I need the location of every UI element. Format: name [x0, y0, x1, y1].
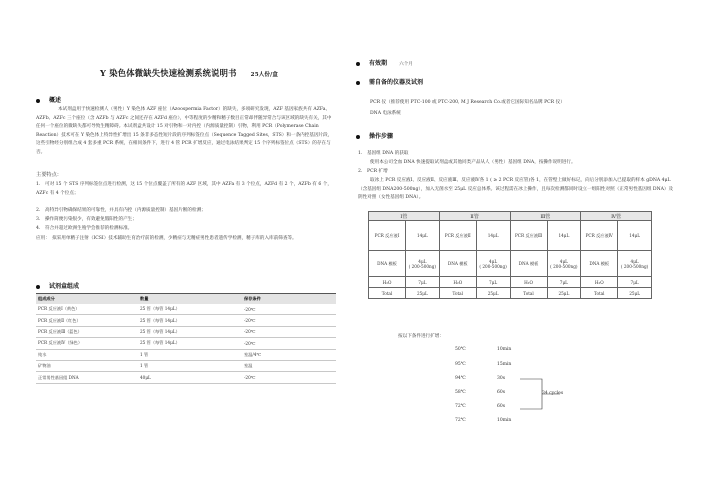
dna-amount: [476, 251, 510, 277]
step-2-title: 2. PCR 扩增: [358, 169, 388, 174]
dna-vol: 4μL: [630, 258, 639, 264]
kit-cell: PCR 反应液Ⅱ（红色）: [38, 317, 81, 323]
bullet-icon: [356, 135, 360, 139]
validity-heading-label: 有效期: [369, 60, 388, 67]
kit-col-component: 组成成分: [36, 294, 138, 305]
dna-amount: [547, 251, 581, 277]
dna-note: ( 200-500ng): [550, 263, 578, 269]
steps-heading: [356, 131, 393, 140]
table-row: [36, 315, 336, 326]
reagent-vol: 14μL: [547, 221, 581, 251]
bullet-icon: [36, 285, 40, 289]
feature-3: 3. 操作简便污染很少，有效避免假阳性的产生；: [36, 217, 137, 222]
dna-label: DNA 模板: [581, 251, 618, 277]
program-time: 30s: [497, 376, 506, 381]
title-main: Y 染色体微缺失快速检测系统说明书: [100, 68, 237, 78]
table-row: [369, 277, 652, 288]
pcr-tube-header-row: [369, 212, 652, 221]
dna-label: DNA 模板: [510, 251, 547, 277]
feature-2: 2. 高特异引物确保结果的可靠性，并具有内控（内源质量控制）基因片断的检测；: [36, 208, 206, 213]
total-vol: 25μL: [547, 288, 581, 299]
kit-cell: 正常男性基因组 DNA: [38, 374, 79, 380]
tube-1-header: Ⅰ管: [369, 212, 440, 221]
reagent-vol: 14μL: [618, 221, 652, 251]
water-vol: 7μL: [547, 277, 581, 288]
dna-amount: [618, 251, 652, 277]
kit-col-quantity: 数量: [138, 294, 242, 305]
feature-4: 4. 符合并超过欧洲生殖学会推荐的检测标准。: [36, 226, 133, 231]
instrument-line-1: PCR 仪（推荐使用 PTC-100 或 PTC-200, M J Research Co.或者它国际知名品牌 PCR 仪）: [370, 100, 565, 105]
kit-cell: 25 管（每管 14μL）: [140, 328, 180, 334]
instruments-heading-label: 需自备的仪器及试剂: [369, 79, 424, 86]
tube-2-header: Ⅱ管: [439, 212, 510, 221]
bullet-icon: [36, 99, 40, 103]
kit-heading: [36, 281, 79, 290]
dna-vol: 4μL: [489, 258, 498, 264]
program-temp: 95℃: [455, 362, 466, 367]
kit-cell: -20℃: [244, 375, 256, 381]
table-row: [36, 372, 336, 383]
instrument-line-2: DNA 电泳系统: [370, 111, 401, 116]
validity-value: 六个月: [399, 62, 413, 67]
kit-cell: 室温/4℃: [244, 351, 262, 357]
overview-heading-label: 概述: [49, 97, 62, 104]
step-2-body: 取冰上 PCR 反应液Ⅰ、反应液Ⅱ、反应液Ⅲ、反应液Ⅳ各 1 ( ≥ 2 PCR 反应管)各 1，在管壁上做好标记，向后分别添加入已提取的样本 gDNA 4μL（含基因组 DNA200-500ng），加入无菌水至 25μL 反应总体系。该过程需在冰上操作，且每次检测都同时设立一组阳性对照（正常男性基因组 DNA）及阴性对照（女性基因组 DNA）。: [358, 178, 674, 201]
table-row: [36, 338, 336, 349]
kit-cell: 1 管: [140, 351, 149, 357]
title-sub: 25人份/盒: [250, 72, 279, 78]
dna-note: ( 200-500ng): [620, 263, 649, 269]
table-row: [369, 251, 652, 277]
water-label: H₂O: [581, 277, 618, 288]
kit-cell: 室温: [244, 363, 253, 369]
kit-cell: PCR 反应液Ⅳ（绿色）: [38, 340, 83, 346]
water-vol: 7μL: [406, 277, 440, 288]
program-temp: 72℃: [455, 418, 466, 423]
kit-cell: -20℃: [244, 318, 256, 324]
kit-cell: PCR 反应液Ⅰ（黄色）: [38, 306, 80, 312]
reagent-vol: 14μL: [406, 221, 440, 251]
reagent-label: PCR 反应液Ⅳ: [581, 221, 618, 251]
total-label: Total: [369, 288, 406, 299]
total-vol: 25μL: [476, 288, 510, 299]
dna-vol: 4μL: [559, 258, 568, 264]
features-label: 主要特点：: [36, 172, 62, 178]
program-time: 10min: [497, 418, 512, 423]
bullet-icon: [356, 62, 360, 66]
table-row: [369, 288, 652, 299]
steps-heading-label: 操作步骤: [369, 133, 394, 140]
kit-table: [36, 293, 336, 384]
kit-heading-label: 试剂盒组成: [49, 283, 80, 290]
tube-4-header: Ⅳ管: [581, 212, 652, 221]
pcr-setup-table: [368, 211, 652, 299]
cycle-count: 34 cycles: [542, 391, 564, 396]
kit-cell: -20℃: [244, 329, 256, 335]
tube-3-header: Ⅲ管: [510, 212, 581, 221]
validity-heading: [356, 58, 413, 67]
kit-cell: 25 管（每管 14μL）: [140, 317, 180, 323]
reagent-label: PCR 反应液Ⅲ: [510, 221, 547, 251]
program-temp: 50℃: [455, 347, 466, 352]
water-label: H₂O: [439, 277, 476, 288]
total-label: Total: [439, 288, 476, 299]
bullet-icon: [356, 81, 360, 85]
dna-amount: [406, 251, 440, 277]
application-text: 应用： 拟采用单精子注射（ICSI）技术辅助生育治疗前的检测，少精症与无精症男性患者遗传学检测，精子库的入库前筛查等。: [36, 236, 297, 241]
program-time: 60s: [497, 404, 506, 409]
water-vol: 7μL: [618, 277, 652, 288]
kit-cell: 1 管: [140, 363, 149, 369]
program-temp: 72℃: [455, 404, 466, 409]
total-label: Total: [581, 288, 618, 299]
kit-cell: -20℃: [244, 340, 256, 346]
dna-note: ( 200-500ng): [479, 263, 507, 269]
water-label: H₂O: [510, 277, 547, 288]
dna-note: ( 200-500ng): [408, 263, 437, 269]
water-vol: 7μL: [476, 277, 510, 288]
kit-header-row: [36, 294, 336, 305]
feature-1: 1. 可对 15 个 STS 序列标签位点进行检测，这 15 个位点覆盖了所有的 AZF 区域，其中 AZFa 有 3 个位点，AZFd 有 2 个，AZFb 有 6 个，AZFc 有 4 个位点；: [36, 182, 332, 196]
program-time: 15min: [497, 362, 512, 367]
overview-heading: [36, 95, 61, 104]
reagent-label: PCR 反应液Ⅰ: [369, 221, 406, 251]
instruments-heading: [356, 77, 423, 86]
kit-cell: PCR 反应液Ⅲ（蓝色）: [38, 328, 82, 334]
water-label: H₂O: [369, 277, 406, 288]
reagent-vol: 14μL: [476, 221, 510, 251]
step-1-body: 使用本公司全血 DNA 快速提取试剂盒或其他同类产品从人（男性）基因组 DNA，按操作说明进行。: [370, 160, 576, 165]
table-row: [369, 221, 652, 251]
total-label: Total: [510, 288, 547, 299]
kit-col-storage: 保存条件: [242, 294, 336, 305]
dna-label: DNA 模板: [439, 251, 476, 277]
dna-vol: 4μL: [418, 258, 427, 264]
kit-cell: 25 管（每管 14μL）: [140, 340, 180, 346]
kit-cell: 40μL: [140, 375, 151, 381]
table-row: [36, 326, 336, 337]
program-note: 按以下条件进行扩增：: [398, 334, 444, 339]
table-row: [36, 360, 336, 371]
table-row: [36, 304, 336, 315]
dna-label: DNA 模板: [369, 251, 406, 277]
kit-cell: 25 管（每管 14μL）: [140, 306, 180, 312]
program-temp: 94℃: [455, 376, 466, 381]
program-time: 10min: [497, 347, 512, 352]
document-title: [100, 67, 278, 79]
program-temp: 58℃: [455, 390, 466, 395]
reagent-label: PCR 反应液Ⅱ: [439, 221, 476, 251]
program-time: 60s: [497, 390, 506, 395]
step-1-title: 1. 基因组 DNA 的获取: [358, 151, 409, 156]
total-vol: 25μL: [406, 288, 440, 299]
kit-cell: -20℃: [244, 306, 256, 312]
total-vol: 25μL: [618, 288, 652, 299]
kit-cell: 纯水: [38, 351, 47, 357]
kit-cell: 矿物油: [38, 363, 51, 369]
table-row: [36, 349, 336, 360]
overview-body: 本试剂盒用于快速检测人（男性）Y 染色体 AZF 座位（Azoospermia Factor）的缺失，多项研究发现，AZF 基因家族共有 AZFa、AZFb、AZFc 三个座位（含 AZFb 与 AZFc 之间还存在 AZFd 座位），中等程度的少精和精子数目正常却伴随异常合与该区域的缺失有关，其中任何一个座位的微缺失都可导致生精障碍。本试剂盒共设计 15 对引物和一对内控（内源质量控制）引物，利用 PCR（Polymerase Chain Reaction）技术可在 Y 染色体上特异性扩增出 15 条非多态性短片段的序列标签位点（Sequence Tagged Sites，STS）和一条内控基因片段，这些引物经分别组合成 4 套多重 PCR 系统，在相同条件下，进行 4 管 PCR 扩增反应，通过电泳结果判定 15 个序列标签位点（STS）的存在与否。: [36, 107, 333, 155]
